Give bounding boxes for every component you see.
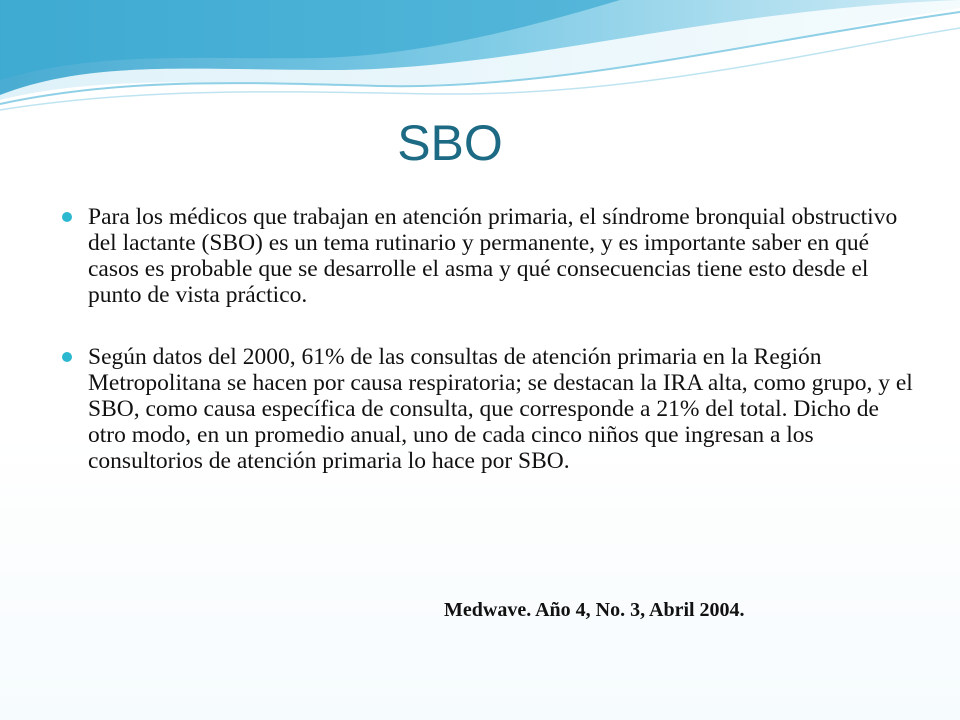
bullet-item	[60, 204, 920, 308]
bullet-item	[60, 344, 920, 474]
bullet-dot-icon	[62, 212, 72, 222]
bullet-dot-icon	[62, 352, 72, 362]
bullet-text: Según datos del 2000, 61% de las consultas de atención primaria en la Región Metropolitana se hacen por causa respiratoria; se destacan la IRA alta, como grupo, y el SBO, como causa específica de consulta, que corresponde a 21% del total. Dicho de otro modo, en un promedio anual, uno de cada cinco niños que ingresan a los consultorios de atención primaria lo hace por SBO.	[88, 344, 913, 474]
bullet-list	[60, 204, 920, 510]
slide-title: SBO	[397, 115, 503, 171]
header-wave-decoration	[0, 0, 960, 130]
bullet-text: Para los médicos que trabajan en atención primaria, el síndrome bronquial obstructivo del lactante (SBO) es un tema rutinario y permanente, y es importante saber en qué casos es probable que se desarrolle el asma y qué consecuencias tiene esto desde el punto de vista práctico.	[88, 204, 898, 308]
citation: Medwave. Año 4, No. 3, Abril 2004.	[444, 599, 745, 621]
